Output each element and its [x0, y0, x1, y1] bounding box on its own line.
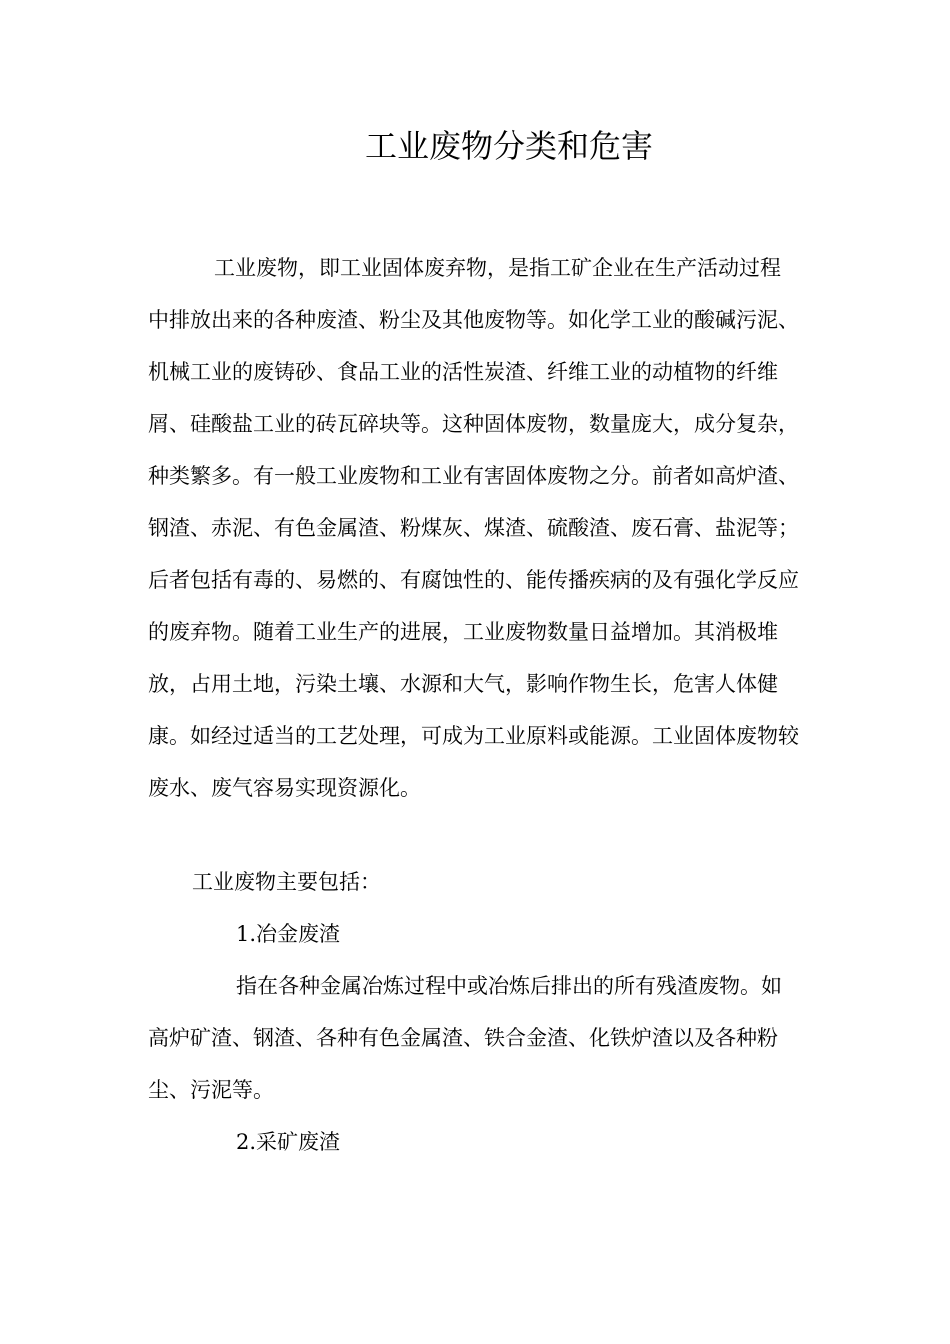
list-intro-paragraph: 工业废物主要包括：	[192, 870, 381, 894]
metallurgical-waste-paragraph: 指在各种金属冶炼过程中或冶炼后排出的所有残渣废物。如高炉矿渣、钢渣、各种有色金属渣、铁合金渣、化铁炉渣以及各种粉尘、污泥等。	[148, 974, 782, 1102]
intro-paragraph: 工业废物，即工业固体废弃物，是指工矿企业在生产活动过程中排放出来的各种废渣、粉尘及其他废物等。如化学工业的酸碱污泥、机械工业的废铸砂、食品工业的活性炭渣、纤维工业的动植物的纤维屑、硅酸盐工业的砖瓦碎块等。这种固体废物，数量庞大，成分复杂，种类繁多。有一般工业废物和工业有害固体废物之分。前者如高炉渣、钢渣、赤泥、有色金属渣、粉煤灰、煤渣、硫酸渣、废石膏、盐泥等；后者包括有毒的、易燃的、有腐蚀性的、能传播疾病的及有强化学反应的废弃物。随着工业生产的进展，工业废物数量日益增加。其消极堆放，占用土地，污染土壤、水源和大气，影响作物生长，危害人体健康。如经过适当的工艺处理，可成为工业原料或能源。工业固体废物较废水、废气容易实现资源化。	[148, 256, 799, 800]
page-title: 工业废物分类和危害	[364, 127, 653, 165]
section-heading-metallurgical-waste: 1.冶金废渣	[236, 922, 341, 946]
section-heading-mining-waste: 2.采矿废渣	[236, 1130, 341, 1154]
